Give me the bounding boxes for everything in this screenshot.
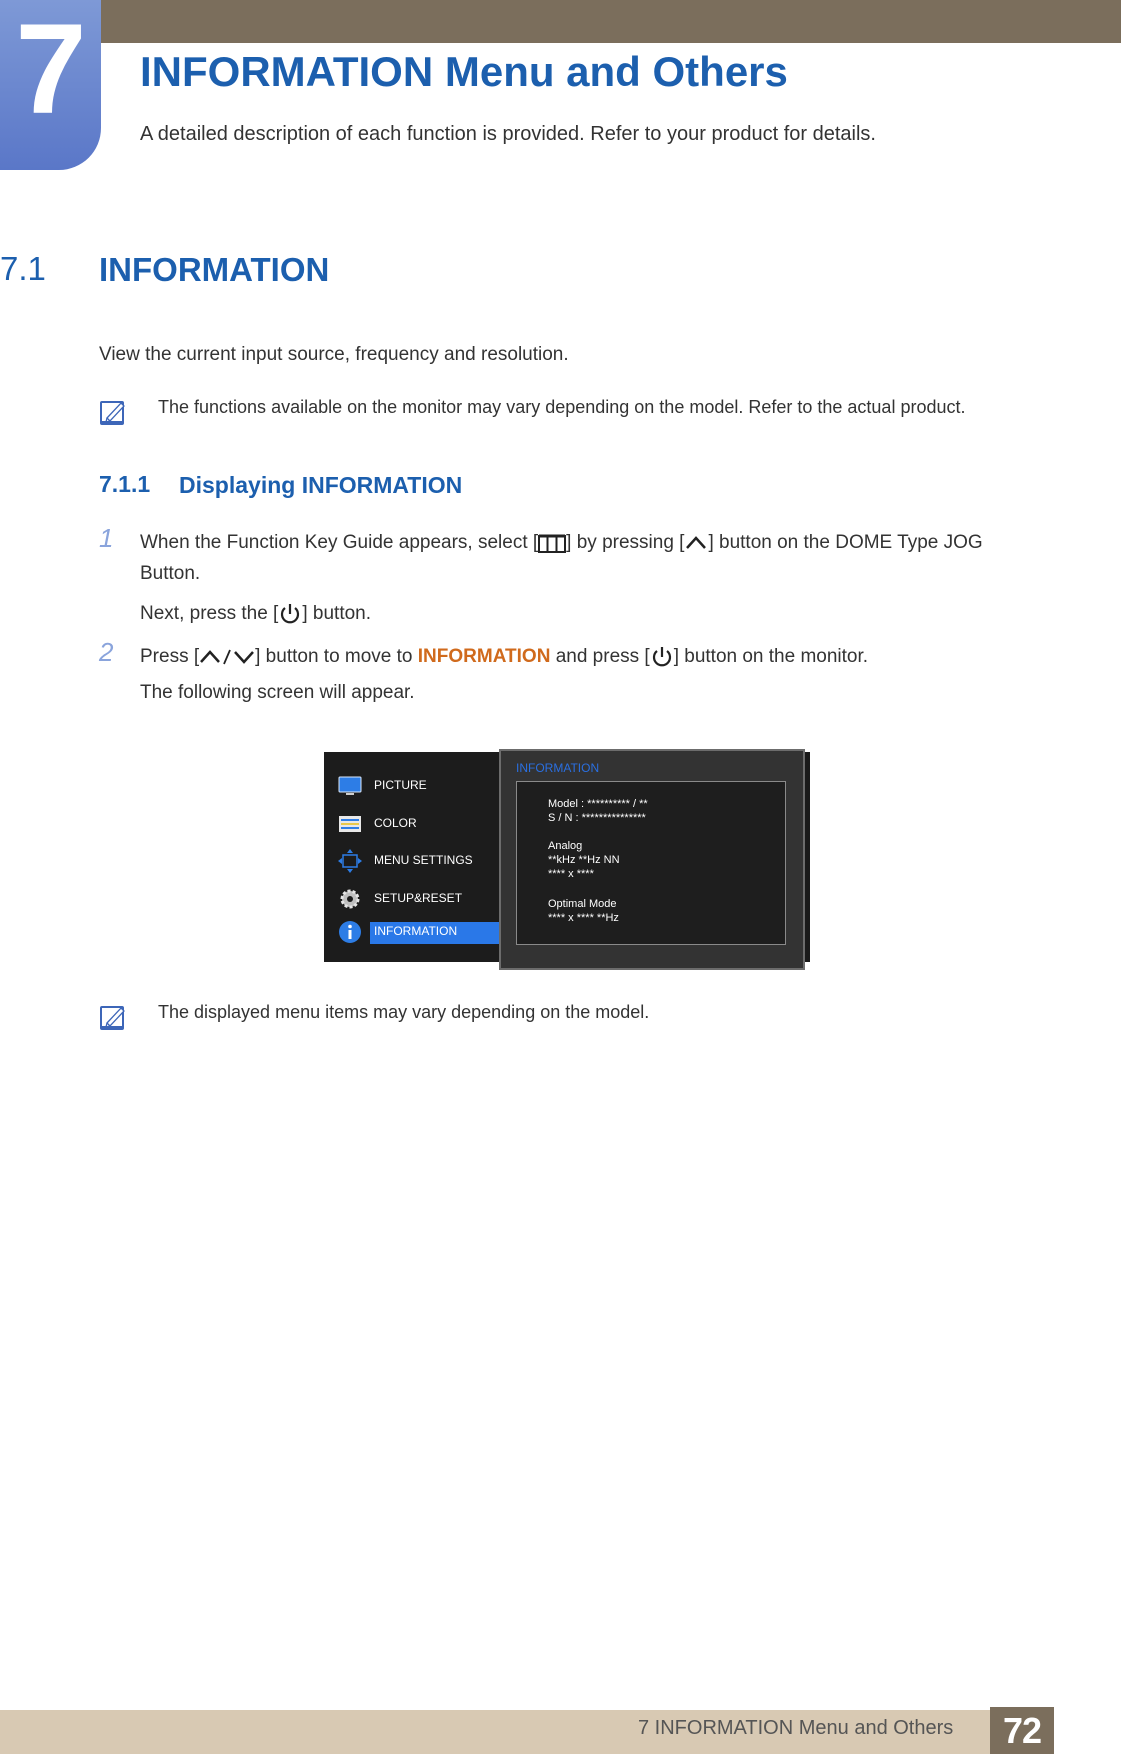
note-text: The functions available on the monitor may vary depending on the model. Refer to the actual product. <box>158 397 966 417</box>
osd-info-line: Model : ********** / ** <box>548 798 648 810</box>
osd-menu-item-picture[interactable] <box>338 774 510 798</box>
osd-info-line: **kHz **Hz NN <box>548 854 620 866</box>
chevron-up-icon <box>684 532 708 554</box>
arrows-icon <box>338 849 362 873</box>
menu-grid-icon <box>538 532 566 554</box>
osd-info-line: Analog <box>548 840 583 852</box>
section-number: 7.1 <box>0 250 46 287</box>
osd-menu-label: SETUP&RESET <box>374 891 463 905</box>
chapter-subtitle: A detailed description of each function is provided. Refer to your product for details. <box>140 123 876 145</box>
color-bars-icon <box>338 812 362 836</box>
osd-menu-item-menu-settings[interactable] <box>338 849 510 873</box>
osd-info-line: Optimal Mode <box>548 898 617 910</box>
section-title: INFORMATION <box>99 251 330 288</box>
osd-menu-item-setup-reset[interactable] <box>338 887 510 911</box>
step-next-text <box>140 598 371 629</box>
info-icon <box>338 920 362 944</box>
monitor-icon <box>338 774 362 798</box>
osd-info-line: S / N : *************** <box>548 812 646 824</box>
highlight-term: INFORMATION <box>417 646 551 667</box>
step-after-text: The following screen will appear. <box>140 682 415 703</box>
chapter-tab <box>0 0 101 170</box>
osd-info-line: **** x **** <box>548 868 594 880</box>
step-text <box>140 527 983 558</box>
note-pencil-icon <box>99 1002 129 1032</box>
osd-panel-title: INFORMATION <box>516 761 600 775</box>
osd-menu-item-information[interactable] <box>338 920 510 944</box>
subsection-title: Displaying INFORMATION <box>179 472 463 498</box>
osd-menu-label: COLOR <box>374 816 417 830</box>
step-number: 1 <box>99 523 114 553</box>
top-bar <box>0 0 1121 43</box>
step-text-cont: Button. <box>140 563 201 584</box>
osd-info-box <box>516 781 786 945</box>
section-intro: View the current input source, frequency and resolution. <box>99 344 569 365</box>
page-number: 72 <box>1002 1710 1042 1751</box>
gear-icon <box>338 887 362 911</box>
step-text-part: ] button on the monitor. <box>673 646 869 667</box>
osd-menu-label: PICTURE <box>374 778 427 792</box>
chapter-title: INFORMATION Menu and Others <box>140 48 788 95</box>
step-text-part: ] by pressing [ <box>566 532 685 553</box>
up-down-chevron-icon <box>199 646 255 668</box>
osd-menu-item-color[interactable] <box>338 812 510 836</box>
chapter-number: 7 <box>15 0 87 141</box>
step-number: 2 <box>99 637 114 667</box>
step-text-part: When the Function Key Guide appears, select [ <box>140 532 539 553</box>
step-text-part: ] button on the DOME Type JOG <box>708 532 983 553</box>
footer-chapter-label: 7 INFORMATION Menu and Others <box>638 1717 954 1739</box>
osd-menu-label: MENU SETTINGS <box>374 853 473 867</box>
note-text: The displayed menu items may vary depending on the model. <box>158 1002 650 1022</box>
step-text-part: and press [ <box>550 646 650 667</box>
step-text-part: ] button. <box>302 603 372 624</box>
note-pencil-icon <box>99 397 129 427</box>
osd-menu-label: INFORMATION <box>374 924 458 938</box>
power-icon <box>650 645 674 669</box>
power-icon <box>278 602 302 626</box>
step-text-part: ] button to move to <box>255 646 418 667</box>
subsection-number: 7.1.1 <box>99 471 151 497</box>
osd-information-panel <box>499 749 805 970</box>
step-text-part: Press [ <box>140 646 200 667</box>
step-text-part: Next, press the [ <box>140 603 279 624</box>
osd-info-line: **** x **** **Hz <box>548 912 619 924</box>
step-text <box>140 641 868 672</box>
